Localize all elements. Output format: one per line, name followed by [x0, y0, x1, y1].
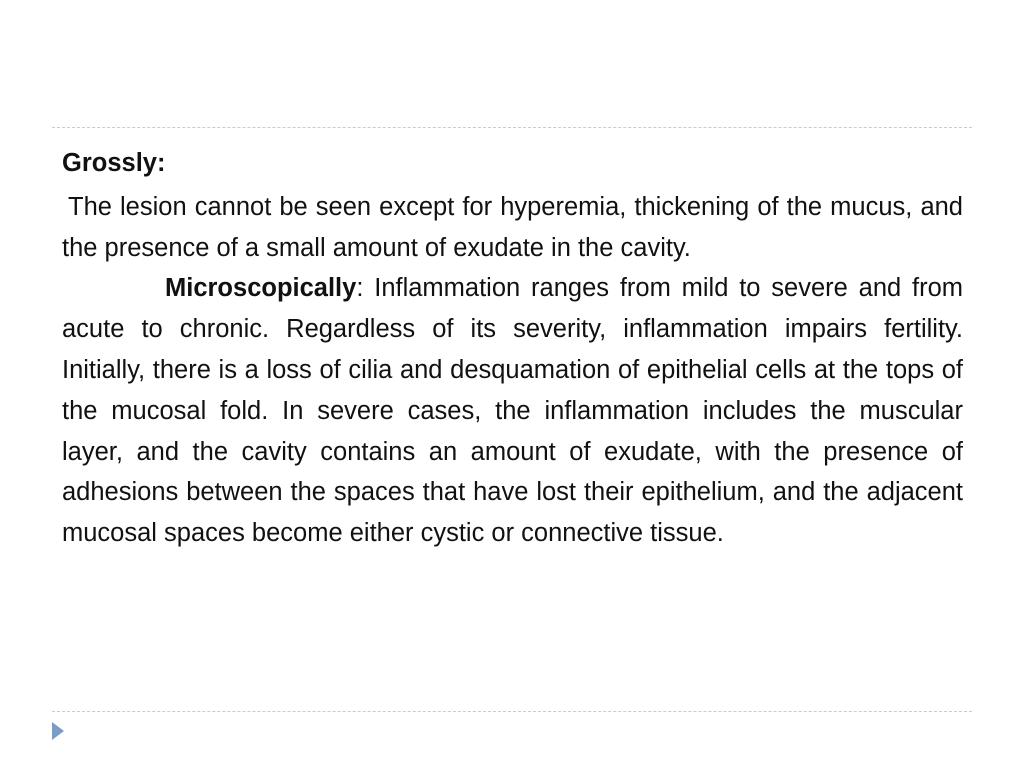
triangle-right-icon	[52, 722, 64, 740]
bottom-divider	[52, 711, 972, 712]
gross-description: The lesion cannot be seen except for hyperemia, thickening of the mucus, and the presence of a small amount of exudate in the cavity.	[62, 192, 963, 262]
slide-content	[62, 143, 963, 554]
top-divider	[52, 127, 972, 128]
microscopic-text: Inflammation ranges from mild to severe and from acute to chronic. Regardless of its severity, inflammation impairs fertility. Initially, there is a loss of cilia and desquamation of epithelial cells at the tops of the mucosal fold. In severe cases, the inflammation includes the muscular layer, and the cavity contains an amount of exudate, with the presence of adhesions between the spaces that have lost their epithelium, and the adjacent mucosal spaces become either cystic or connective tissue.	[62, 274, 963, 548]
microscopically-colon: :	[356, 274, 364, 303]
section-heading: Grossly:	[62, 149, 166, 177]
microscopically-term: Microscopically	[165, 274, 357, 303]
microscopic-description	[62, 268, 963, 554]
